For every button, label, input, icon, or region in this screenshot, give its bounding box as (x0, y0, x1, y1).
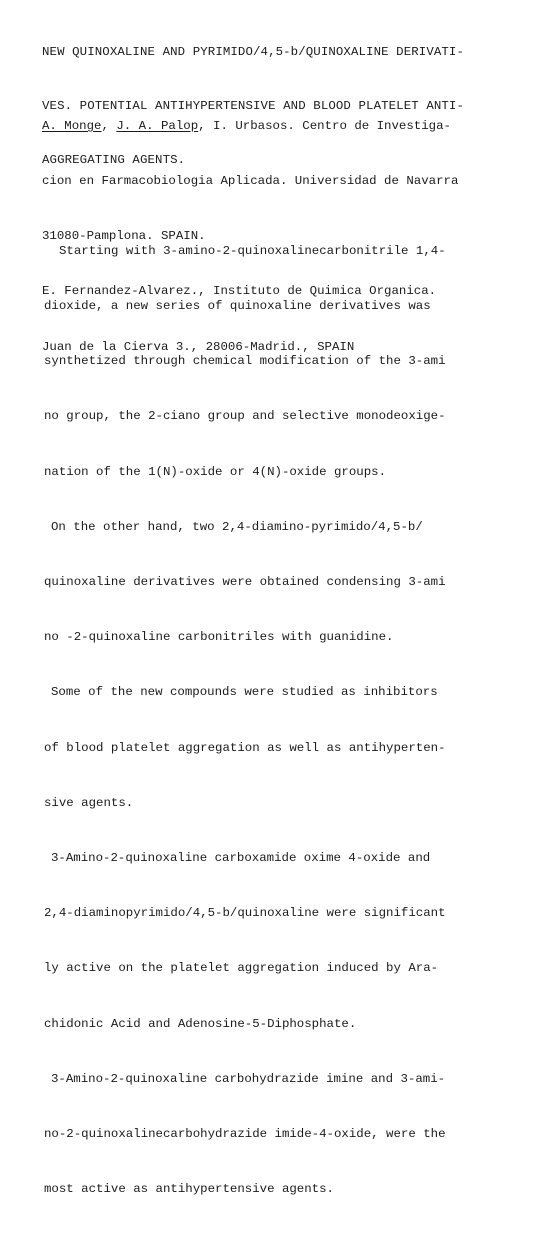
authors-line-1-rest: , I. Urbasos. Centro de Investiga- (198, 118, 451, 133)
abstract-line: dioxide, a new series of quinoxaline derivatives was (44, 299, 431, 314)
affiliation-line-3: 31080-Pamplona. SPAIN. (42, 229, 206, 244)
abstract-line: no-2-quinoxalinecarbohydrazide imide-4-oxide, were the (44, 1127, 446, 1142)
affiliation-line-4: E. Fernandez-Alvarez., Instituto de Quimica Organica. (42, 284, 437, 299)
abstract-line: Some of the new compounds were studied as inhibitors (51, 685, 438, 700)
abstract-line: sive agents. (44, 795, 134, 810)
title-line-1: NEW QUINOXALINE AND PYRIMIDO/4,5-b/QUINOXALINE DERIVATI- (42, 45, 464, 59)
authors-line-1 (42, 117, 458, 135)
abstract-line: On the other hand, two 2,4-diamino-pyrimido/4,5-b/ (51, 519, 423, 534)
abstract-line: Starting with 3-amino-2-quinoxalinecarbonitrile 1,4- (59, 243, 446, 258)
abstract-line: 3-Amino-2-quinoxaline carbohydrazide imine and 3-ami- (51, 1071, 446, 1086)
title-line-3: AGGREGATING AGENTS. (42, 153, 186, 167)
abstract-line: no -2-quinoxaline carbonitriles with guanidine. (44, 630, 394, 645)
abstract-body (44, 205, 446, 1235)
abstract-line: nation of the 1(N)-oxide or 4(N)-oxide groups. (44, 464, 387, 479)
abstract-line: quinoxaline derivatives were obtained condensing 3-ami (44, 575, 446, 590)
affiliation-line-2: cion en Farmacobiologia Aplicada. Universidad de Navarra (42, 174, 459, 189)
abstract-line: no group, the 2-ciano group and selective monodeoxige- (44, 409, 446, 424)
abstract-line: synthetized through chemical modification of the 3-ami (44, 354, 446, 369)
abstract-line: ly active on the platelet aggregation induced by Ara- (44, 961, 439, 976)
abstract-line: 3-Amino-2-quinoxaline carboxamide oxime 4-oxide and (51, 851, 431, 866)
author-separator: , (101, 118, 117, 133)
title-line-2: VES. POTENTIAL ANTIHYPERTENSIVE AND BLOOD PLATELET ANTI- (42, 99, 464, 113)
abstract-line: most active as antihypertensive agents. (44, 1182, 334, 1197)
author-monge: A. Monge (42, 118, 102, 133)
affiliation-line-5: Juan de la Cierva 3., 28006-Madrid., SPAIN (42, 339, 355, 354)
abstract-line: of blood platelet aggregation as well as antihyperten- (44, 740, 446, 755)
author-palop: J. A. Palop (116, 118, 199, 133)
abstract-line: chidonic Acid and Adenosine-5-Diphosphate. (44, 1016, 357, 1031)
abstract-line: 2,4-diaminopyrimido/4,5-b/quinoxaline were significant (44, 906, 446, 921)
